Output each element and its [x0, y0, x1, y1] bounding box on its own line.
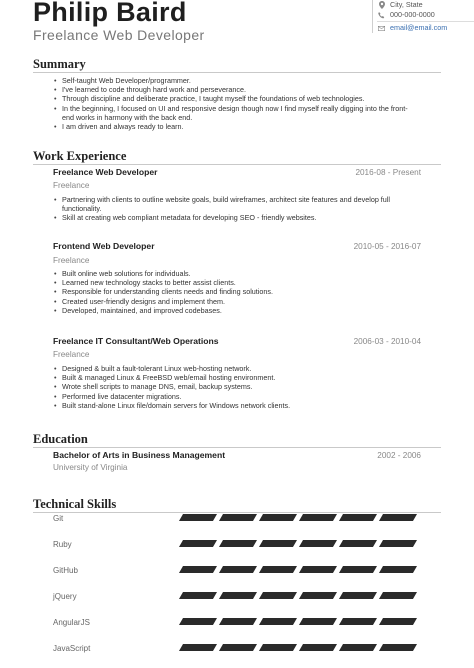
job-dates: 2006-03 - 2010-04	[353, 337, 421, 346]
skill-segment	[379, 644, 417, 651]
list-item: • Built online web solutions for individuals.	[53, 269, 403, 278]
skill-name: JavaScript	[53, 644, 91, 653]
list-item: • Built & managed Linux & FreeBSD web/email hosting environment.	[53, 373, 403, 382]
skill-rating	[181, 592, 421, 601]
skill-name: jQuery	[53, 592, 77, 601]
skill-segment	[179, 540, 217, 547]
contact-email[interactable]	[377, 23, 474, 33]
list-item: • I've learned to code through hard work and perseverance.	[53, 85, 413, 94]
skill-rating	[181, 514, 421, 523]
skill-segment	[179, 644, 217, 651]
list-item: • Skill at creating web compliant metadata for developing SEO - friendly websites.	[53, 213, 403, 222]
skill-segment	[299, 540, 337, 547]
mail-icon	[377, 26, 386, 31]
education-rule	[33, 447, 441, 448]
location-text: City, State	[390, 0, 423, 9]
school: University of Virginia	[53, 463, 128, 472]
skill-segment	[379, 618, 417, 625]
skill-segment	[219, 514, 257, 521]
summary-rule	[33, 72, 441, 73]
job-org: Freelance	[53, 350, 90, 359]
list-item: • Partnering with clients to outline website goals, build wireframes, architect site features and develop full functionality.	[53, 195, 403, 213]
list-item: • Responsible for understanding clients needs and finding solutions.	[53, 287, 403, 296]
job-role: Frontend Web Developer	[53, 241, 155, 251]
summary-list	[53, 76, 413, 131]
list-item: • Built stand-alone Linux file/domain servers for Windows network clients.	[53, 401, 403, 410]
skill-segment	[179, 566, 217, 573]
skill-name: AngularJS	[53, 618, 90, 627]
job-role: Freelance IT Consultant/Web Operations	[53, 336, 219, 346]
skill-rating	[181, 618, 421, 627]
skill-rating	[181, 644, 421, 653]
contact-location	[377, 0, 474, 10]
list-item: • I am driven and always ready to learn.	[53, 122, 413, 131]
skill-segment	[339, 644, 377, 651]
job-role: Freelance Web Developer	[53, 167, 158, 177]
skill-segment	[379, 592, 417, 599]
map-pin-icon	[377, 1, 386, 9]
phone-icon	[377, 12, 386, 19]
skill-rating	[181, 566, 421, 575]
skill-segment	[259, 618, 297, 625]
job-bullets	[53, 269, 403, 315]
skill-segment	[299, 566, 337, 573]
list-item: • Learned new technology stacks to better assist clients.	[53, 278, 403, 287]
candidate-title: Freelance Web Developer	[33, 27, 205, 43]
degree: Bachelor of Arts in Business Management	[53, 450, 226, 460]
list-item: • Performed live datacenter migrations.	[53, 392, 403, 401]
skill-segment	[339, 514, 377, 521]
skill-segment	[339, 592, 377, 599]
skill-segment	[299, 644, 337, 651]
skills-rule	[33, 512, 441, 513]
job-dates: 2010-05 - 2016-07	[353, 242, 421, 251]
skill-segment	[179, 514, 217, 521]
skill-segment	[379, 514, 417, 521]
skill-segment	[179, 618, 217, 625]
skill-segment	[219, 618, 257, 625]
skill-name: Ruby	[53, 540, 72, 549]
skills-heading: Technical Skills	[33, 497, 117, 511]
contact-phone	[377, 10, 474, 20]
job-dates: 2016-08 - Present	[355, 168, 421, 177]
skill-name: GitHub	[53, 566, 78, 575]
skill-segment	[379, 566, 417, 573]
skill-segment	[339, 540, 377, 547]
list-item: • Through discipline and deliberate practice, I taught myself the foundations of web technologies.	[53, 94, 413, 103]
experience-rule	[33, 164, 441, 165]
skill-segment	[299, 514, 337, 521]
contact-block	[372, 0, 474, 33]
skill-segment	[219, 566, 257, 573]
list-item: • Designed & built a fault-tolerant Linux web-hosting network.	[53, 364, 403, 373]
job-bullets	[53, 195, 403, 223]
skill-segment	[179, 592, 217, 599]
skill-segment	[299, 618, 337, 625]
job-org: Freelance	[53, 256, 90, 265]
skill-segment	[219, 540, 257, 547]
skill-segment	[259, 540, 297, 547]
list-item: • Created user-friendly designs and implement them.	[53, 297, 403, 306]
skill-segment	[259, 514, 297, 521]
contact-divider	[377, 21, 474, 22]
list-item: • Wrote shell scripts to manage DNS, email, backup systems.	[53, 382, 403, 391]
job-bullets	[53, 364, 403, 410]
list-item: • Self-taught Web Developer/programmer.	[53, 76, 413, 85]
list-item: • Developed, maintained, and improved codebases.	[53, 306, 403, 315]
skill-segment	[259, 644, 297, 651]
skill-segment	[299, 592, 337, 599]
skill-segment	[339, 566, 377, 573]
phone-text: 000-000-0000	[390, 10, 435, 19]
summary-heading: Summary	[33, 57, 86, 71]
education-heading: Education	[33, 432, 88, 446]
job-org: Freelance	[53, 181, 90, 190]
email-link[interactable]: email@email.com	[390, 23, 448, 32]
education-dates: 2002 - 2006	[377, 451, 421, 460]
skill-segment	[219, 644, 257, 651]
skill-segment	[379, 540, 417, 547]
list-item: • In the beginning, I focused on UI and responsive design though now I find myself really digging into the front-end works in harmony with the back end.	[53, 104, 413, 122]
skill-segment	[219, 592, 257, 599]
experience-heading: Work Experience	[33, 149, 127, 163]
skill-rating	[181, 540, 421, 549]
candidate-name: Philip Baird	[33, 0, 187, 27]
skill-name: Git	[53, 514, 64, 523]
skill-segment	[259, 566, 297, 573]
skill-segment	[339, 618, 377, 625]
skill-segment	[259, 592, 297, 599]
